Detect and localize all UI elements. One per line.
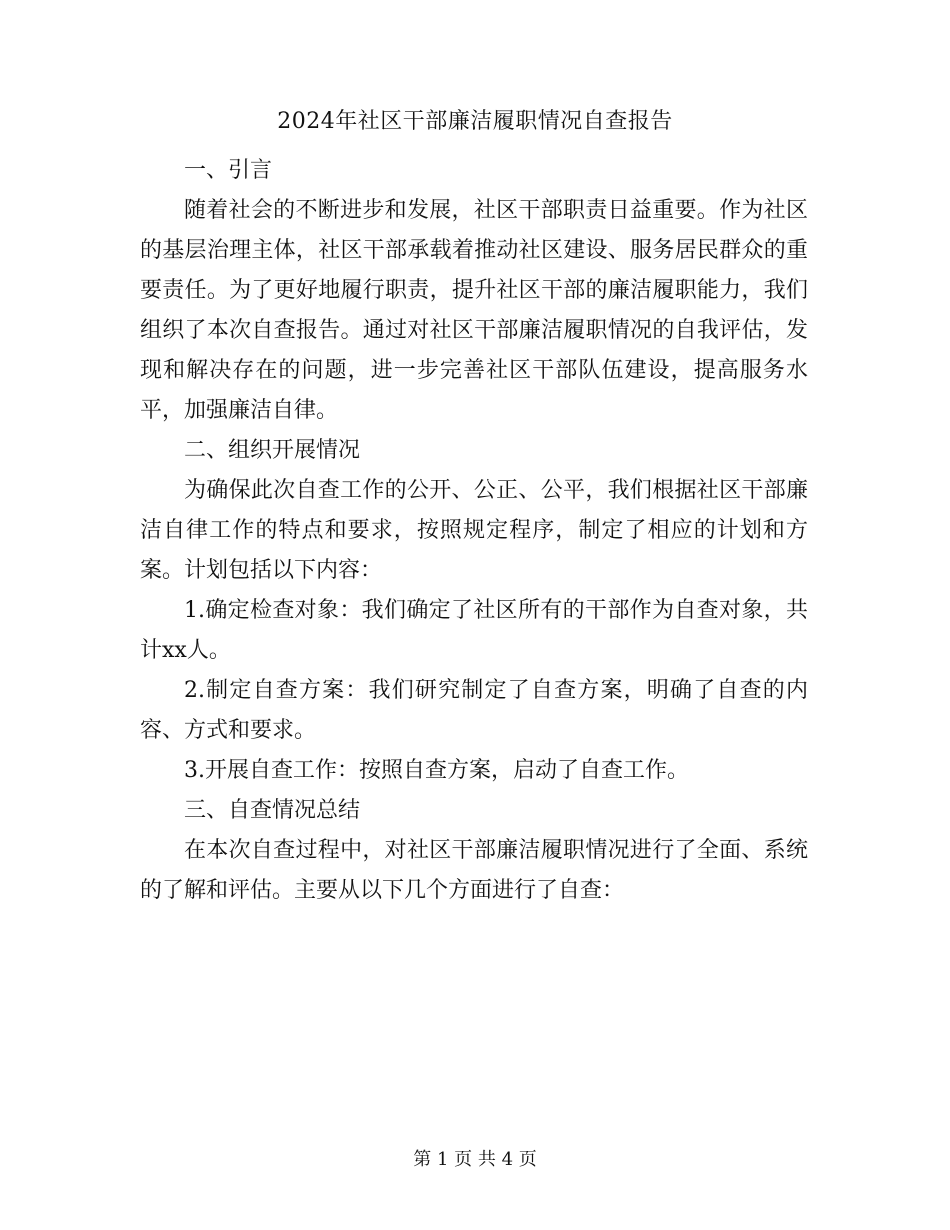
list-item-start-work: 3.开展自查工作：按照自查方案，启动了自查工作。 bbox=[184, 758, 689, 783]
section-heading-organization: 二、组织开展情况 bbox=[184, 438, 361, 463]
paragraph-summary: 在本次自查过程中，对社区干部廉洁履职情况进行了全面、系统的了解和评估。主要从以下几个方面进行了自查： bbox=[140, 838, 808, 903]
section-heading-introduction: 一、引言 bbox=[184, 158, 273, 183]
list-item-make-plan: 2.制定自查方案：我们研究制定了自查方案，明确了自查的内容、方式和要求。 bbox=[140, 678, 808, 743]
list-item-determine-targets: 1.确定检查对象：我们确定了社区所有的干部作为自查对象，共计xx人。 bbox=[140, 598, 808, 663]
paragraph-organization: 为确保此次自查工作的公开、公正、公平，我们根据社区干部廉洁自律工作的特点和要求，按照规定程序，制定了相应的计划和方案。计划包括以下内容： bbox=[140, 478, 808, 583]
page-number-footer: 第 1 页 共 4 页 bbox=[413, 1149, 537, 1170]
document-body bbox=[140, 151, 808, 911]
document-title: 2024年社区干部廉洁履职情况自查报告 bbox=[277, 109, 673, 134]
paragraph-introduction: 随着社会的不断进步和发展，社区干部职责日益重要。作为社区的基层治理主体，社区干部承载着推动社区建设、服务居民群众的重要责任。为了更好地履行职责，提升社区干部的廉洁履职能力，我们组织了本次自查报告。通过对社区干部廉洁履职情况的自我评估，发现和解决存在的问题，进一步完善社区干部队伍建设，提高服务水平，加强廉洁自律。 bbox=[140, 198, 808, 423]
section-heading-summary: 三、自查情况总结 bbox=[184, 798, 361, 823]
